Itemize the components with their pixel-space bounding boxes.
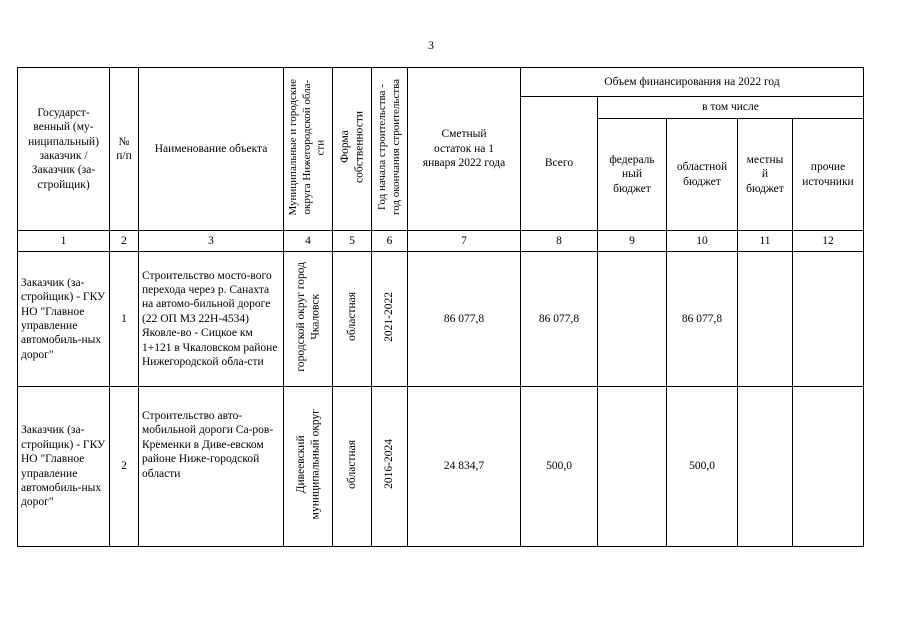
header-municipality: Муниципальные и городские округа Нижегородской обла- сти (284, 68, 333, 231)
row-estimate: 86 077,8 (408, 252, 521, 387)
page-number: 3 (428, 38, 434, 52)
row-other (793, 387, 864, 547)
row-ownership: областная (333, 387, 372, 547)
header-including: в том числе (598, 97, 864, 119)
header-customer: Государст-венный (му-ниципальный) заказчик / Заказчик (за-стройщик) (18, 68, 110, 231)
header-ownership: Форма собственности (333, 68, 372, 231)
row-municipality: городской округ город Чкаловск (284, 252, 333, 387)
table-row (18, 387, 864, 547)
financing-table (17, 67, 864, 547)
row-regional: 500,0 (667, 387, 738, 547)
column-number: 1 (18, 231, 110, 252)
header-years: Год начала строительства - год окончания строительства (372, 68, 408, 231)
row-number: 1 (110, 252, 139, 387)
row-local (738, 387, 793, 547)
column-number-row (18, 231, 864, 252)
header-object-name: Наименование объекта (139, 68, 284, 231)
header-local: местны й бюджет (738, 119, 793, 231)
row-regional: 86 077,8 (667, 252, 738, 387)
column-number: 6 (372, 231, 408, 252)
row-ownership: областная (333, 252, 372, 387)
header-total: Всего (521, 97, 598, 231)
row-municipality: Дивеевский муниципальный округ (284, 387, 333, 547)
column-number: 10 (667, 231, 738, 252)
row-federal (598, 252, 667, 387)
row-object-name: Строительство мосто-вого перехода через р. Санахта на автомо-бильной дороге (22 ОП МЗ 22Н-4534) Яковле-во - Сицкое км 1+121 в Чкаловском районе Нижегородской обла-сти (139, 252, 284, 387)
column-number: 12 (793, 231, 864, 252)
row-years: 2021-2022 (372, 252, 408, 387)
column-number: 3 (139, 231, 284, 252)
column-number: 7 (408, 231, 521, 252)
row-number: 2 (110, 387, 139, 547)
row-object-name: Строительство авто-мобильной дороги Са-ров-Кременки в Диве-евском районе Ниже-городской области (139, 387, 284, 547)
row-federal (598, 387, 667, 547)
header-regional: областной бюджет (667, 119, 738, 231)
header-estimate: Сметный остаток на 1 января 2022 года (408, 68, 521, 231)
header-row-1 (18, 68, 864, 97)
header-other: прочие источники (793, 119, 864, 231)
column-number: 5 (333, 231, 372, 252)
header-funding-total: Объем финансирования на 2022 год (521, 68, 864, 97)
row-customer: Заказчик (за-стройщик) - ГКУ НО "Главное управление автомобиль-ных дорог" (18, 387, 110, 547)
row-local (738, 252, 793, 387)
header-number: № п/п (110, 68, 139, 231)
column-number: 9 (598, 231, 667, 252)
column-number: 2 (110, 231, 139, 252)
row-total: 500,0 (521, 387, 598, 547)
row-other (793, 252, 864, 387)
row-years: 2016-2024 (372, 387, 408, 547)
row-customer: Заказчик (за-стройщик) - ГКУ НО "Главное управление автомобиль-ных дорог" (18, 252, 110, 387)
row-total: 86 077,8 (521, 252, 598, 387)
column-number: 11 (738, 231, 793, 252)
header-federal: федераль ный бюджет (598, 119, 667, 231)
row-estimate: 24 834,7 (408, 387, 521, 547)
table-row (18, 252, 864, 387)
column-number: 8 (521, 231, 598, 252)
column-number: 4 (284, 231, 333, 252)
